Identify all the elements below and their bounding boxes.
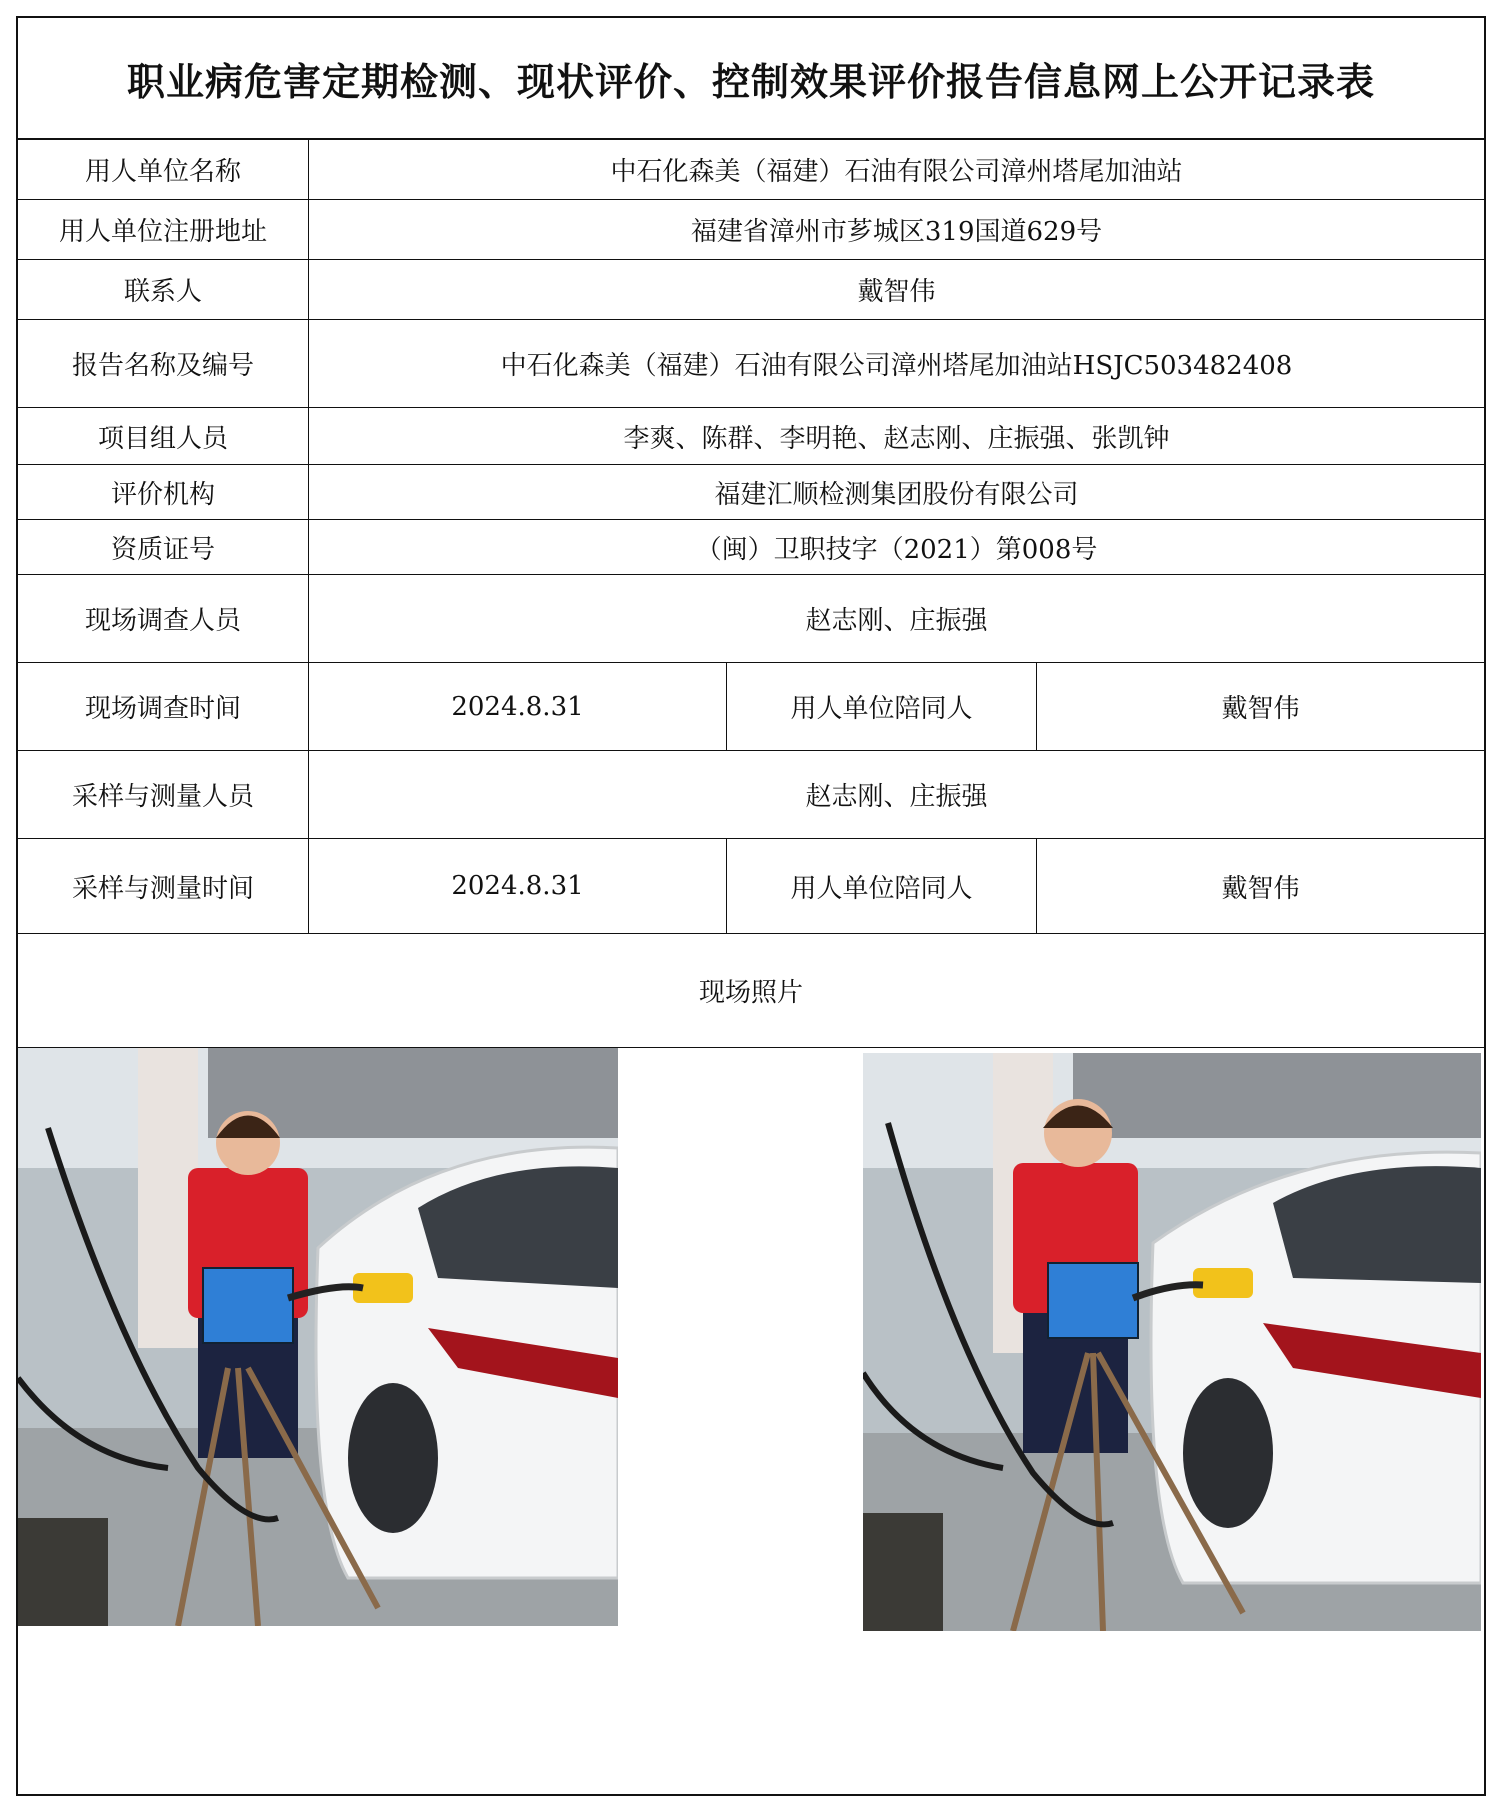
value-sampling-accompany: 戴智伟 (1221, 873, 1300, 904)
value-project-team: 李爽、陈群、李明艳、赵志刚、庄振强、张凯钟 (623, 423, 1170, 454)
value-qualification-number: （闽）卫职技字（2021）第008号 (695, 534, 1098, 565)
value-employer-address: 福建省漳州市芗城区319国道629号 (690, 217, 1103, 247)
label-report-name: 报告名称及编号 (18, 320, 309, 407)
label-survey-time: 现场调查时间 (18, 663, 309, 750)
value-evaluation-agency: 福建汇顺检测集团股份有限公司 (714, 479, 1079, 510)
value-sampling-date: 2024.8.31 (309, 839, 727, 933)
value-contact: 戴智伟 (857, 277, 936, 307)
label-survey-accompany: 用人单位陪同人 (727, 663, 1037, 750)
label-qualification-number: 资质证号 (18, 520, 309, 574)
value-survey-accompany: 戴智伟 (1221, 694, 1300, 724)
value-sampling-staff: 赵志刚、庄振强 (805, 782, 988, 812)
value-survey-staff: 赵志刚、庄振强 (805, 606, 988, 636)
row-employer-address (18, 200, 1484, 260)
label-employer-address: 用人单位注册地址 (18, 200, 309, 259)
record-form (16, 16, 1486, 1796)
photo-2-scene (863, 1053, 1481, 1631)
label-survey-staff: 现场调查人员 (18, 575, 309, 662)
row-sampling-staff (18, 751, 1484, 839)
photo-1-scene (18, 1048, 618, 1626)
row-survey-time (18, 663, 1484, 751)
value-report-name: 中石化森美（福建）石油有限公司漳州塔尾加油站HSJC503482408 (500, 351, 1293, 381)
row-sampling-time (18, 839, 1484, 934)
row-project-team (18, 408, 1484, 465)
form-title: 职业病危害定期检测、现状评价、控制效果评价报告信息网上公开记录表 (18, 18, 1484, 140)
site-photo-1 (18, 1048, 618, 1626)
label-site-photos: 现场照片 (698, 978, 803, 1008)
row-report-name (18, 320, 1484, 408)
label-sampling-time: 采样与测量时间 (18, 839, 309, 933)
label-employer-name: 用人单位名称 (18, 140, 309, 199)
row-survey-staff (18, 575, 1484, 663)
site-photo-2 (863, 1053, 1481, 1631)
label-contact: 联系人 (18, 260, 309, 319)
label-project-team: 项目组人员 (18, 408, 309, 464)
row-evaluation-agency (18, 465, 1484, 520)
row-site-photos-header (18, 934, 1484, 1048)
label-evaluation-agency: 评价机构 (18, 465, 309, 519)
site-photos (18, 1048, 1484, 1648)
row-contact (18, 260, 1484, 320)
label-sampling-accompany: 用人单位陪同人 (727, 839, 1037, 933)
value-survey-date: 2024.8.31 (309, 663, 727, 750)
value-employer-name: 中石化森美（福建）石油有限公司漳州塔尾加油站 (610, 157, 1183, 187)
row-qualification-number (18, 520, 1484, 575)
label-sampling-staff: 采样与测量人员 (18, 751, 309, 838)
row-employer-name (18, 140, 1484, 200)
